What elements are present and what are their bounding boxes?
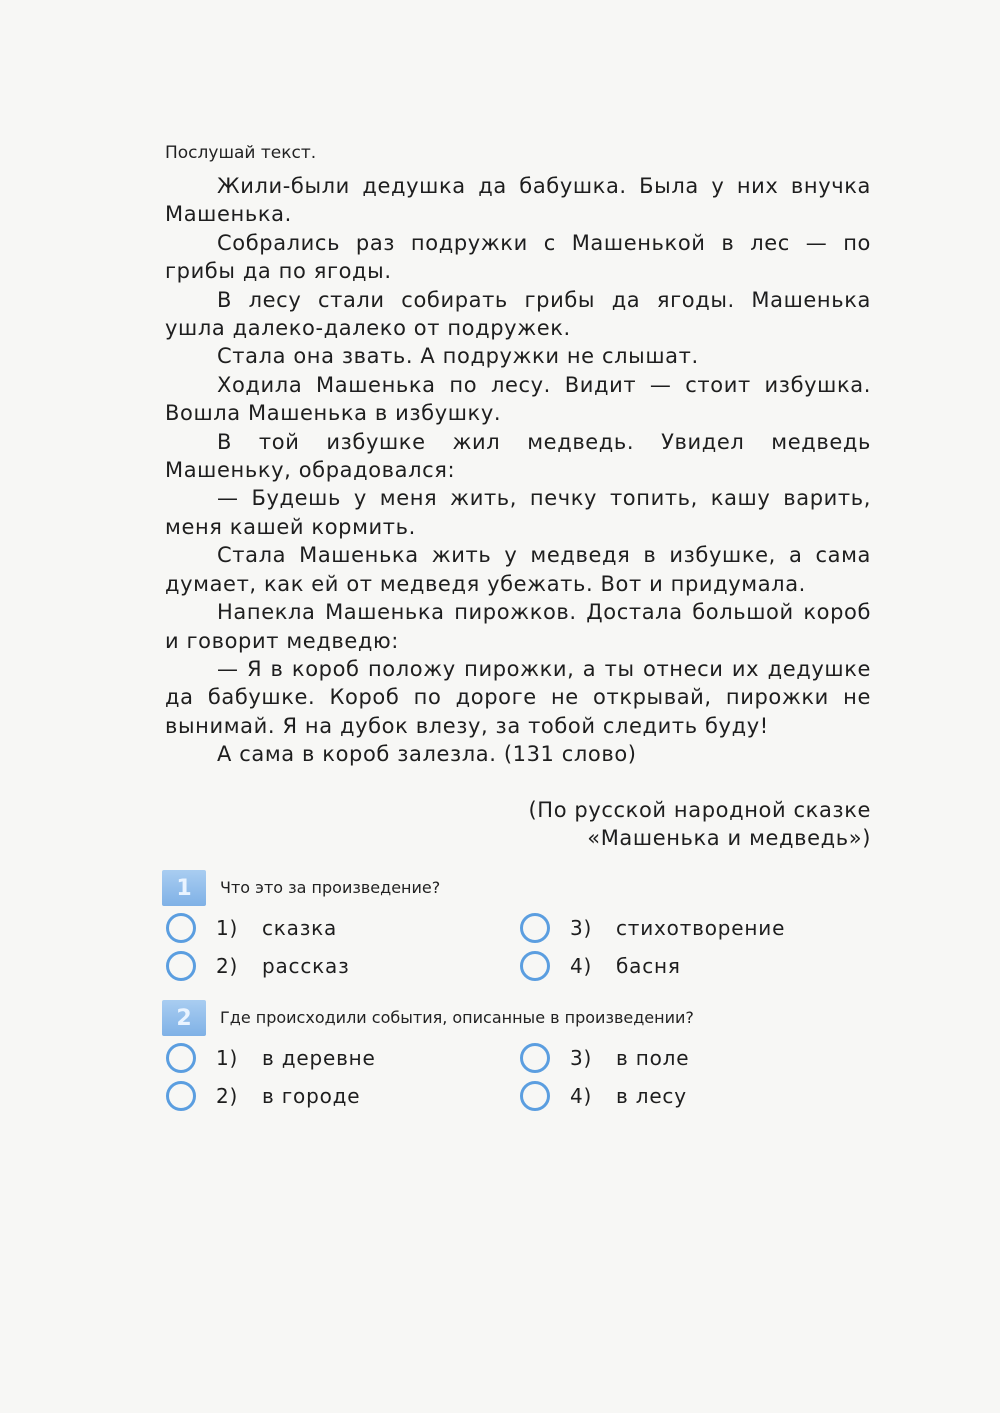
answer-option-2[interactable] — [166, 948, 350, 984]
radio-circle-icon[interactable] — [166, 1081, 196, 1111]
option-label: в лесу — [616, 1084, 687, 1108]
question-1 — [162, 870, 882, 990]
story-paragraph: Напекла Машенька пирожков. Достала большой короб и говорит медведю: — [165, 600, 871, 653]
story-source — [400, 796, 871, 853]
radio-circle-icon[interactable] — [520, 913, 550, 943]
option-number: 3) — [570, 916, 593, 940]
radio-circle-icon[interactable] — [166, 951, 196, 981]
source-line: «Машенька и медведь») — [587, 826, 871, 851]
answer-option-1[interactable] — [166, 1040, 376, 1076]
radio-circle-icon[interactable] — [520, 1043, 550, 1073]
option-number: 4) — [570, 954, 593, 978]
option-label: в городе — [262, 1084, 361, 1108]
radio-circle-icon[interactable] — [166, 1043, 196, 1073]
story-paragraph: — Я в короб положу пирожки, а ты отнеси их дедушке да бабушке. Короб по дороге не открывай, пирожки не вынимай. Я на дубок влезу, за тобой следить буду! — [165, 656, 871, 738]
option-label: стихотворение — [616, 916, 786, 940]
option-number: 2) — [216, 954, 239, 978]
story-paragraph: Собрались раз подружки с Машенькой в лес — по грибы да по ягоды. — [165, 230, 871, 284]
question-text: Что это за произведение? — [220, 878, 441, 897]
option-label: в поле — [616, 1046, 690, 1070]
story-paragraph: Жили-были дедушка да бабушка. Была у них внучка Машенька. — [165, 174, 871, 227]
answer-option-2[interactable] — [166, 1078, 360, 1114]
option-label: рассказ — [262, 954, 350, 978]
story-paragraph: Стала Машенька жить у медведя в избушке, а сама думает, как ей от медведя убежать. Вот и придумала. — [165, 543, 871, 596]
option-label: в деревне — [262, 1046, 376, 1070]
option-label: басня — [616, 954, 681, 978]
option-number: 1) — [216, 916, 239, 940]
source-line: (По русской народной сказке — [528, 798, 871, 822]
story-paragraph: Стала она звать. А подружки не слышат. — [217, 344, 699, 369]
radio-circle-icon[interactable] — [520, 1081, 550, 1111]
instruction-text: Послушай текст. — [165, 143, 317, 163]
answer-option-3[interactable] — [520, 910, 785, 946]
radio-circle-icon[interactable] — [520, 951, 550, 981]
story-paragraph: — Будешь у меня жить, печку топить, кашу варить, меня кашей кормить. — [165, 486, 871, 539]
option-number: 3) — [570, 1046, 593, 1070]
story-text — [165, 172, 871, 769]
option-number: 4) — [570, 1084, 593, 1108]
answer-option-1[interactable] — [166, 910, 337, 946]
radio-circle-icon[interactable] — [166, 913, 196, 943]
story-paragraph: В лесу стали собирать грибы да ягоды. Машенька ушла далеко-далеко от подружек. — [165, 287, 871, 341]
answer-option-4[interactable] — [520, 1078, 687, 1114]
option-number: 2) — [216, 1084, 239, 1108]
story-paragraph: Ходила Машенька по лесу. Видит — стоит избушка. Вошла Машенька в избушку. — [165, 372, 871, 426]
question-2 — [162, 1000, 882, 1120]
option-label: сказка — [262, 916, 338, 940]
option-number: 1) — [216, 1046, 239, 1070]
question-number-badge: 1 — [162, 870, 206, 906]
question-text: Где происходили события, описанные в произведении? — [220, 1008, 694, 1027]
story-paragraph: А сама в короб залезла. (131 слово) — [217, 742, 637, 767]
story-paragraph: В той избушке жил медведь. Увидел медведь Машеньку, обрадовался: — [165, 429, 871, 483]
question-number-badge: 2 — [162, 1000, 206, 1036]
answer-option-3[interactable] — [520, 1040, 689, 1076]
answer-option-4[interactable] — [520, 948, 681, 984]
